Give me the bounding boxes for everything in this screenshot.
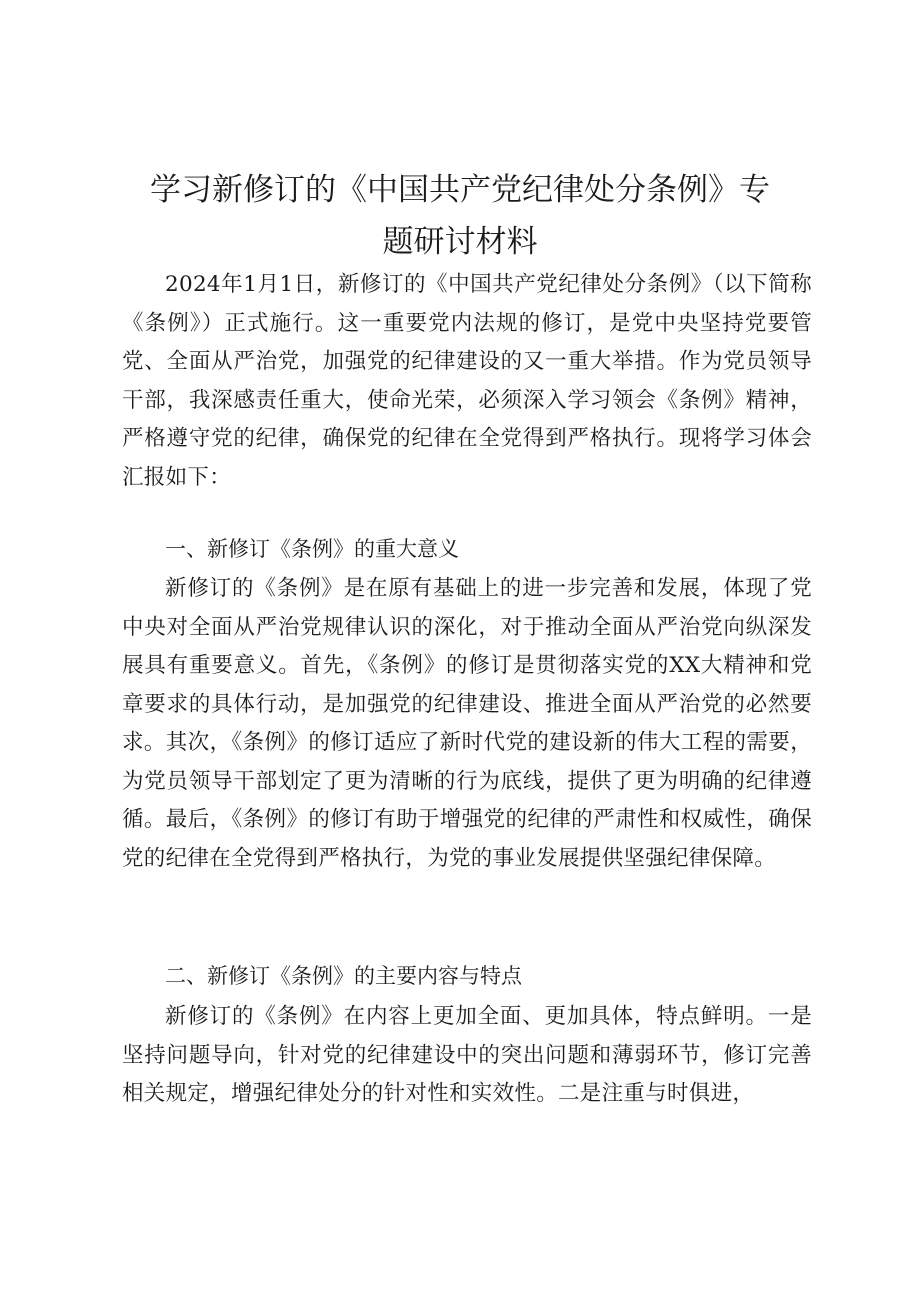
section-1-paragraph: 新修订的《条例》是在原有基础上的进一步完善和发展，体现了党中央对全面从严治党规律认识的深化，对于推动全面从严治党向纵深发展具有重要意义。首先，《条例》的修订是贯彻落实党的XX大精神和党章要求的具体行动，是加强党的纪律建设、推进全面从严治党的必然要求。其次，《条例》的修订适应了新时代党的建设新的伟大工程的需要，为党员领导干部划定了更为清晰的行为底线，提供了更为明确的纪律遵循。最后，《条例》的修订有助于增强党的纪律的严肃性和权威性，确保党的纪律在全党得到严格执行，为党的事业发展提供坚强纪律保障。 [122, 576, 812, 871]
section-2-paragraph: 新修订的《条例》在内容上更加全面、更加具体，特点鲜明。一是坚持问题导向，针对党的纪律建设中的突出问题和薄弱环节，修订完善相关规定，增强纪律处分的针对性和实效性。二是注重与时俱进， [122, 1004, 812, 1106]
section-heading-1: 一、新修订《条例》的重大意义 [165, 537, 459, 561]
section-heading-2: 二、新修订《条例》的主要内容与特点 [165, 964, 522, 988]
document-title-line-1: 学习新修订的《中国共产党纪律处分条例》专 [150, 172, 770, 208]
intro-paragraph: 2024年1月1日，新修订的《中国共产党纪律处分条例》（以下简称《条例》）正式施行。这一重要党内法规的修订，是党中央坚持党要管党、全面从严治党，加强党的纪律建设的又一重大举措。作为党员领导干部，我深感责任重大，使命光荣，必须深入学习领会《条例》精神，严格遵守党的纪律，确保党的纪律在全党得到严格执行。现将学习体会汇报如下： [122, 272, 812, 490]
document-title-line-2: 题研讨材料 [382, 224, 538, 260]
